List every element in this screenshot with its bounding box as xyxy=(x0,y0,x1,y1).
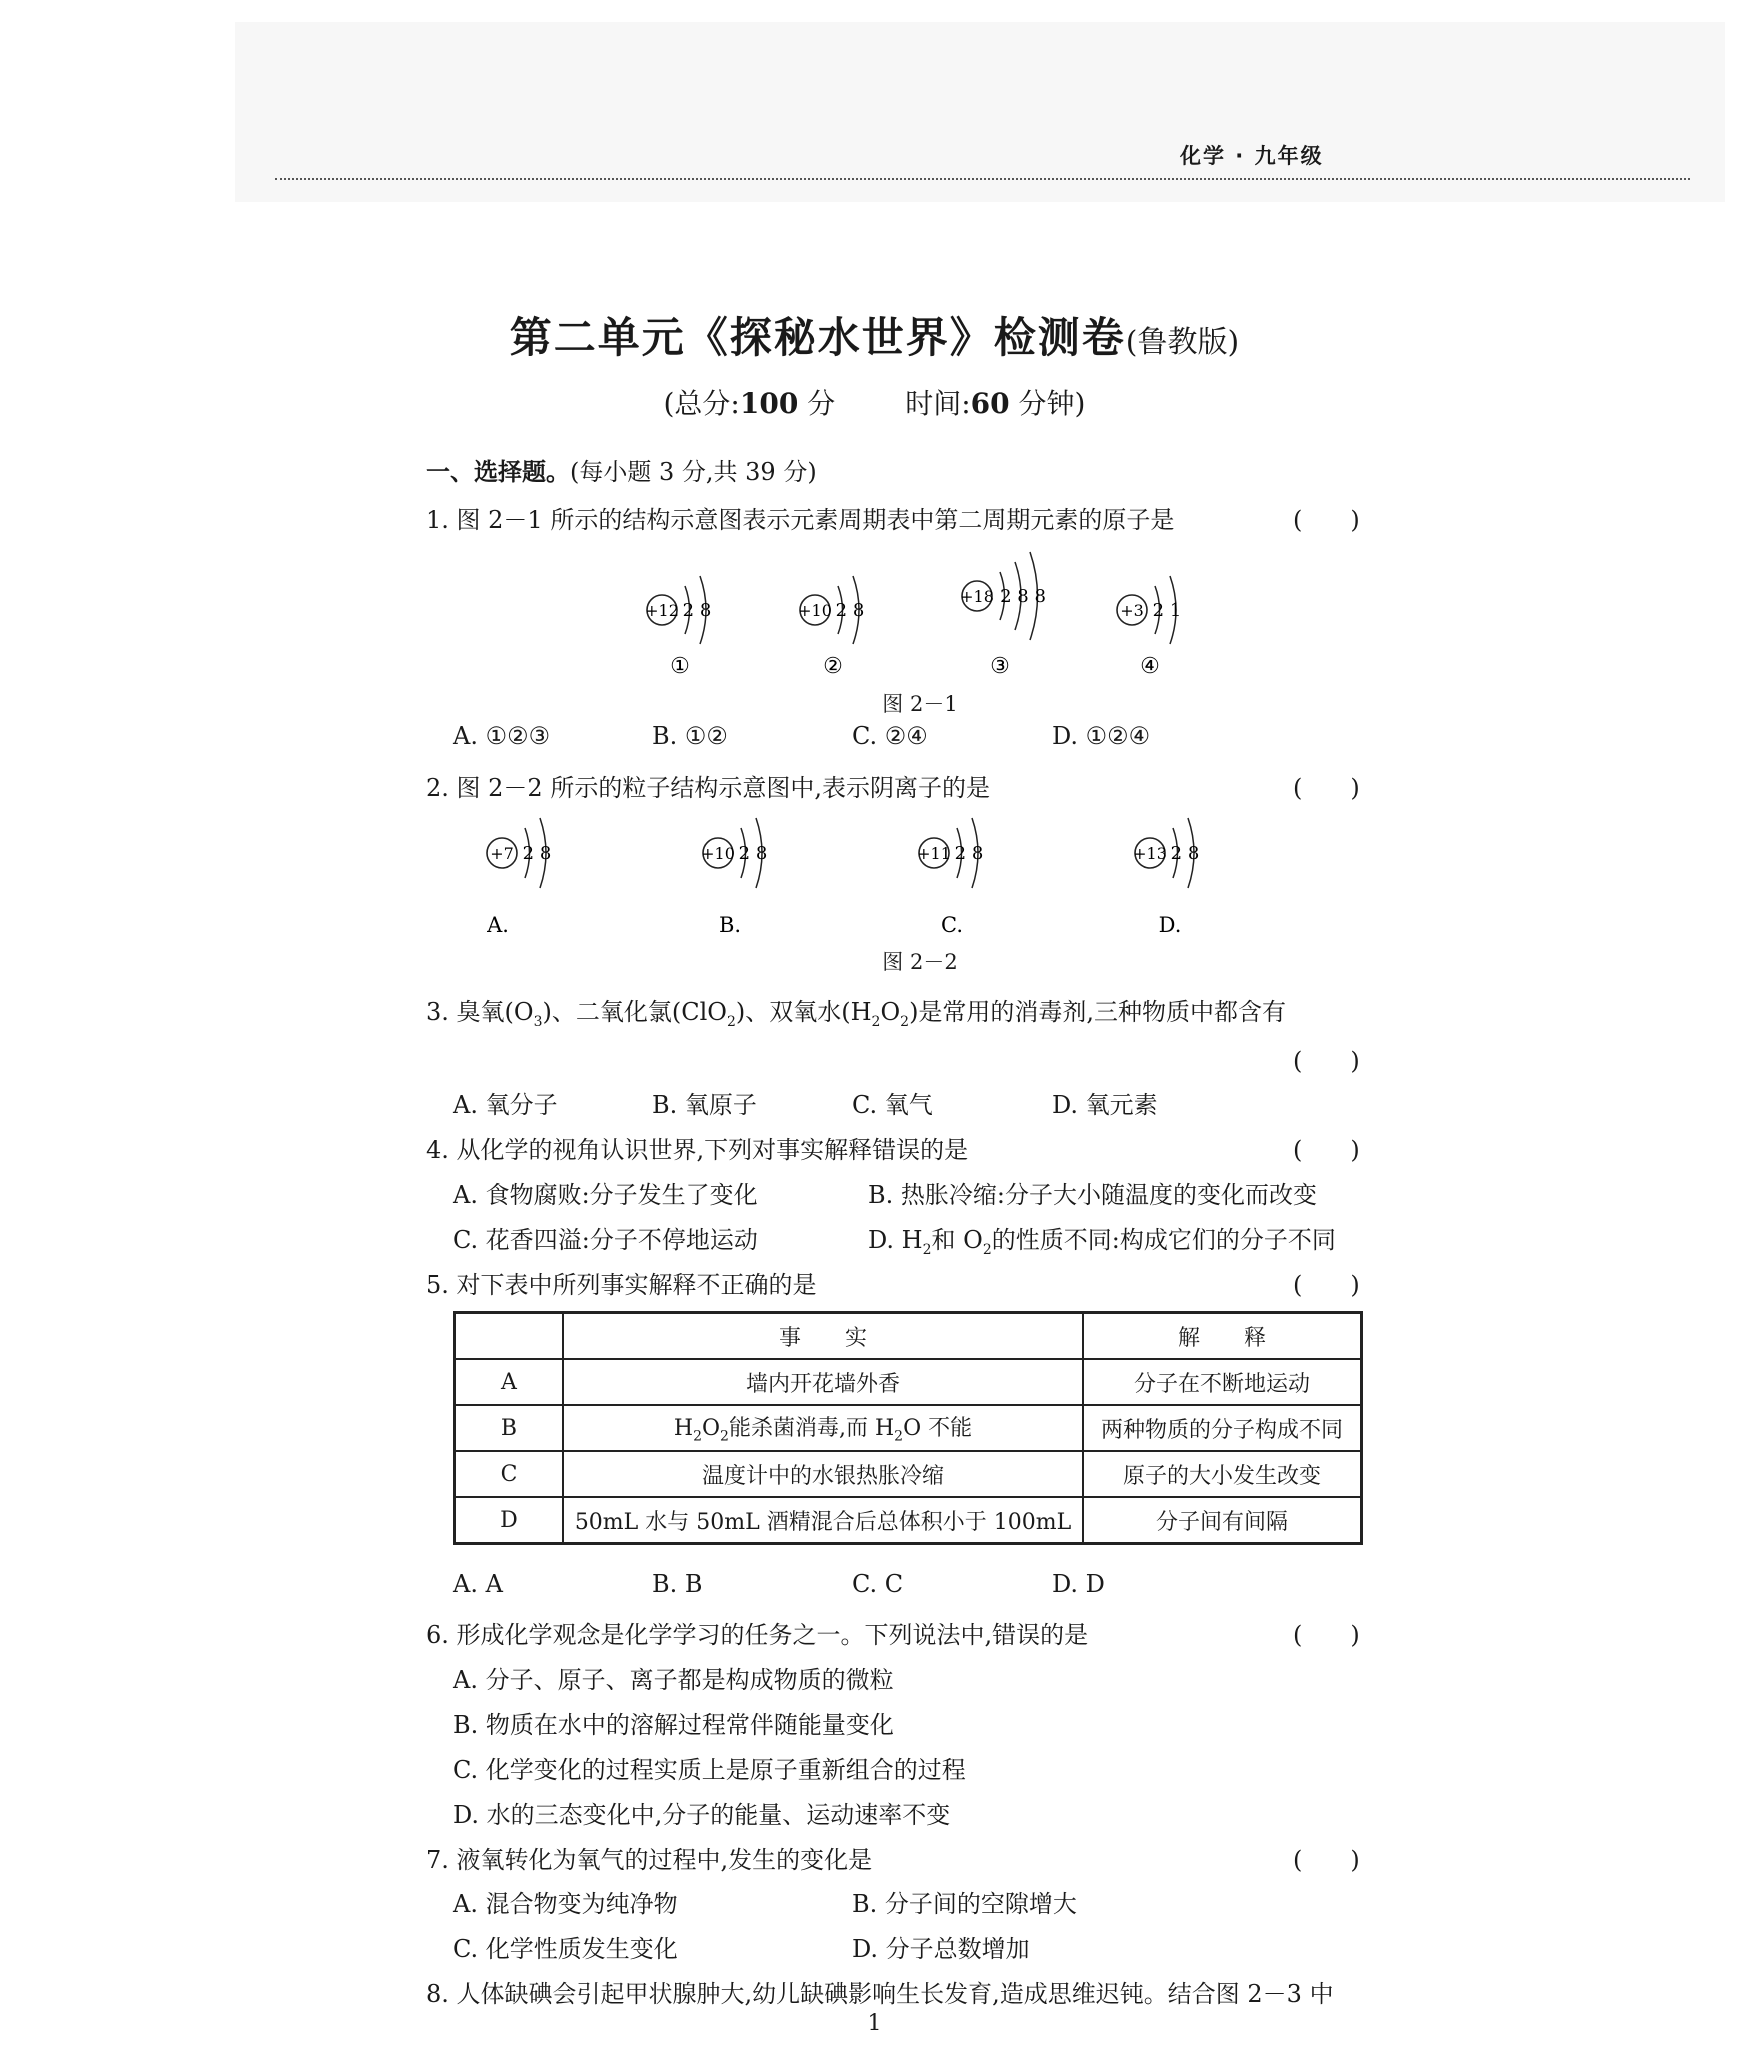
q1-atom-4-shells: 2 1 xyxy=(1152,600,1182,621)
q1-option-d: D. ①②④ xyxy=(1052,722,1151,750)
row-key: D xyxy=(455,1497,564,1544)
total-unit: 分 xyxy=(807,387,836,420)
q2-atom-b xyxy=(701,818,767,937)
table-header-row xyxy=(455,1313,1362,1360)
q3-answer-bracket: ( ) xyxy=(1293,1047,1360,1075)
exam-meta xyxy=(0,382,1749,422)
q4-option-d-b: 和 O xyxy=(931,1226,983,1254)
q1-option-c: C. ②④ xyxy=(852,722,928,750)
q2-atom-a-shells: 2 8 xyxy=(522,843,552,864)
q2-atom-b-shells: 2 8 xyxy=(738,843,768,864)
q6-stem: 6. 形成化学观念是化学学习的任务之一。下列说法中,错误的是 xyxy=(426,1621,1089,1649)
q4-answer-bracket: ( ) xyxy=(1293,1136,1360,1164)
q1-atom-2-label: ② xyxy=(823,654,843,679)
q3-stem-a: 3. 臭氧(O xyxy=(426,998,534,1026)
header-divider xyxy=(275,178,1690,180)
q3-stem-e: )是常用的消毒剂,三种物质中都含有 xyxy=(909,998,1287,1026)
table-header-key xyxy=(455,1313,564,1360)
row-explain: 两种物质的分子构成不同 xyxy=(1083,1405,1362,1451)
q8-stem: 8. 人体缺碘会引起甲状腺肿大,幼儿缺碘影响生长发育,造成思维迟钝。结合图 2－3 中 xyxy=(426,1980,1334,2008)
row-fact-sub2: 2 xyxy=(720,1428,729,1445)
section-heading xyxy=(426,452,817,487)
q1-atom-4 xyxy=(1117,576,1181,679)
q1-atom-3-label: ③ xyxy=(990,654,1010,679)
q3-sub-2: 2 xyxy=(726,1013,736,1030)
row-explain: 原子的大小发生改变 xyxy=(1083,1451,1362,1497)
row-fact-sub3: 2 xyxy=(894,1428,904,1445)
title-main: 第二单元《探秘水世界》检测卷 xyxy=(509,313,1126,362)
table-row xyxy=(455,1451,1362,1497)
q6-option-b: B. 物质在水中的溶解过程常伴随能量变化 xyxy=(453,1711,894,1739)
q6-answer-bracket: ( ) xyxy=(1293,1621,1360,1649)
q1-option-a: A. ①②③ xyxy=(453,722,551,750)
row-key: C xyxy=(455,1451,564,1497)
q1-atom-3 xyxy=(960,552,1046,679)
q1-atom-1-shells: 2 8 xyxy=(682,600,712,621)
q1-atom-2 xyxy=(798,576,864,679)
q2-atom-b-nucleus: +10 xyxy=(701,844,735,863)
section-note: (每小题 3 分,共 39 分) xyxy=(570,458,817,486)
q2-atom-c-nucleus: +11 xyxy=(917,844,951,863)
q1-answer-bracket: ( ) xyxy=(1293,506,1360,534)
q4-option-d-sub2: 2 xyxy=(982,1241,992,1258)
total-label: (总分: xyxy=(663,387,740,420)
q5-stem: 5. 对下表中所列事实解释不正确的是 xyxy=(426,1271,817,1299)
row-fact: 50mL 水与 50mL 酒精混合后总体积小于 100mL xyxy=(563,1497,1083,1544)
q1-figure xyxy=(630,548,1190,688)
row-fact-d: O 不能 xyxy=(903,1416,973,1442)
q4-stem: 4. 从化学的视角认识世界,下列对事实解释错误的是 xyxy=(426,1136,969,1164)
section-title: 一、选择题。 xyxy=(426,458,570,486)
q2-atom-d xyxy=(1133,818,1199,937)
q2-atom-b-label: B. xyxy=(718,913,742,937)
q4-option-d-c: 的性质不同:构成它们的分子不同 xyxy=(991,1226,1336,1254)
q1-atom-4-label: ④ xyxy=(1140,654,1160,679)
q2-atom-c-shells: 2 8 xyxy=(954,843,984,864)
page-number: 1 xyxy=(867,2011,882,2036)
row-key: B xyxy=(455,1405,564,1451)
q1-atom-1-label: ① xyxy=(670,654,690,679)
row-fact-b: O xyxy=(702,1416,721,1442)
q7-option-b: B. 分子间的空隙增大 xyxy=(852,1890,1077,1918)
q2-atom-a-label: A. xyxy=(487,913,509,937)
q5-option-d: D. D xyxy=(1052,1570,1105,1598)
table-header-fact: 事 实 xyxy=(563,1313,1083,1360)
header-band xyxy=(235,22,1725,202)
title-edition: (鲁教版) xyxy=(1125,325,1240,360)
q3-option-b: B. 氧原子 xyxy=(652,1091,757,1119)
q5-answer-bracket: ( ) xyxy=(1293,1271,1360,1299)
q2-figure-caption: 图 2－2 xyxy=(882,950,958,974)
q3-option-a: A. 氧分子 xyxy=(453,1091,558,1119)
q2-atom-d-label: D. xyxy=(1158,913,1182,937)
table-row xyxy=(455,1497,1362,1544)
q7-option-d: D. 分子总数增加 xyxy=(852,1935,1030,1963)
q5-facts-table xyxy=(453,1311,1363,1545)
q1-figure-caption: 图 2－1 xyxy=(882,692,958,716)
q2-atom-c xyxy=(917,818,983,937)
q6-option-d: D. 水的三态变化中,分子的能量、运动速率不变 xyxy=(453,1801,951,1829)
q3-sub-3: 2 xyxy=(871,1013,881,1030)
row-fact-c: 能杀菌消毒,而 H xyxy=(728,1416,895,1442)
q1-atom-2-shells: 2 8 xyxy=(835,600,865,621)
q2-stem: 2. 图 2－2 所示的粒子结构示意图中,表示阴离子的是 xyxy=(426,774,990,802)
q1-atom-1-nucleus: +12 xyxy=(645,601,679,620)
q3-stem-c: )、双氧水(H xyxy=(735,998,872,1026)
time-label: 时间: xyxy=(905,387,971,420)
q4-option-d-a: D. H xyxy=(868,1226,923,1254)
q5-option-a: A. A xyxy=(453,1570,503,1598)
q1-atom-2-nucleus: +10 xyxy=(798,601,832,620)
q3-option-c: C. 氧气 xyxy=(852,1091,933,1119)
q5-option-c: C. C xyxy=(852,1570,904,1598)
q5-option-b: B. B xyxy=(652,1570,703,1598)
q4-option-c: C. 花香四溢:分子不停地运动 xyxy=(453,1226,758,1254)
q2-atom-c-label: C. xyxy=(941,913,963,937)
q7-answer-bracket: ( ) xyxy=(1293,1846,1360,1874)
q2-atom-d-nucleus: +13 xyxy=(1133,844,1167,863)
q4-option-d-sub1: 2 xyxy=(922,1241,932,1258)
total-value: 100 xyxy=(739,387,799,420)
q1-option-b: B. ①② xyxy=(652,722,728,750)
q3-sub-1: 3 xyxy=(533,1013,543,1030)
row-key: A xyxy=(455,1359,564,1405)
q1-atom-3-shells: 2 8 8 xyxy=(1000,586,1046,607)
row-fact xyxy=(563,1405,1083,1451)
table-header-explain: 解 释 xyxy=(1083,1313,1362,1360)
q6-option-c: C. 化学变化的过程实质上是原子重新组合的过程 xyxy=(453,1756,966,1784)
q6-option-a: A. 分子、原子、离子都是构成物质的微粒 xyxy=(453,1666,894,1694)
q3-stem xyxy=(426,992,1286,1030)
q3-stem-b: )、二氧化氯(ClO xyxy=(542,998,727,1026)
row-fact-a: H xyxy=(673,1416,694,1442)
q7-option-a: A. 混合物变为纯净物 xyxy=(453,1890,678,1918)
q2-figure xyxy=(460,808,1220,938)
row-fact-sub1: 2 xyxy=(693,1428,702,1445)
table-row xyxy=(455,1359,1362,1405)
q2-atom-a xyxy=(486,818,551,937)
q3-sub-4: 2 xyxy=(900,1013,910,1030)
q2-atom-d-shells: 2 8 xyxy=(1170,843,1200,864)
q1-stem: 1. 图 2－1 所示的结构示意图表示元素周期表中第二周期元素的原子是 xyxy=(426,506,1175,534)
q1-atom-1 xyxy=(645,576,711,679)
q3-option-d: D. 氧元素 xyxy=(1052,1091,1158,1119)
header-subject: 化学 · 九年级 xyxy=(1180,144,1324,168)
q7-option-c: C. 化学性质发生变化 xyxy=(453,1935,678,1963)
q4-option-b: B. 热胀冷缩:分子大小随温度的变化而改变 xyxy=(868,1181,1317,1209)
q1-atom-4-nucleus: +3 xyxy=(1120,601,1144,620)
row-explain: 分子间有间隔 xyxy=(1083,1497,1362,1544)
q1-atom-3-nucleus: +18 xyxy=(960,587,994,606)
q7-stem: 7. 液氧转化为氧气的过程中,发生的变化是 xyxy=(426,1846,873,1874)
q2-atom-a-nucleus: +7 xyxy=(490,844,514,863)
q3-stem-d: O xyxy=(880,998,901,1026)
q2-answer-bracket: ( ) xyxy=(1293,774,1360,802)
page-title xyxy=(0,305,1749,365)
row-fact: 墙内开花墙外香 xyxy=(563,1359,1083,1405)
row-fact: 温度计中的水银热胀冷缩 xyxy=(563,1451,1083,1497)
row-explain: 分子在不断地运动 xyxy=(1083,1359,1362,1405)
time-value: 60 xyxy=(970,387,1010,420)
q4-option-d xyxy=(868,1220,1336,1258)
table-row xyxy=(455,1405,1362,1451)
q4-option-a: A. 食物腐败:分子发生了变化 xyxy=(453,1181,758,1209)
time-unit: 分钟) xyxy=(1018,387,1086,420)
